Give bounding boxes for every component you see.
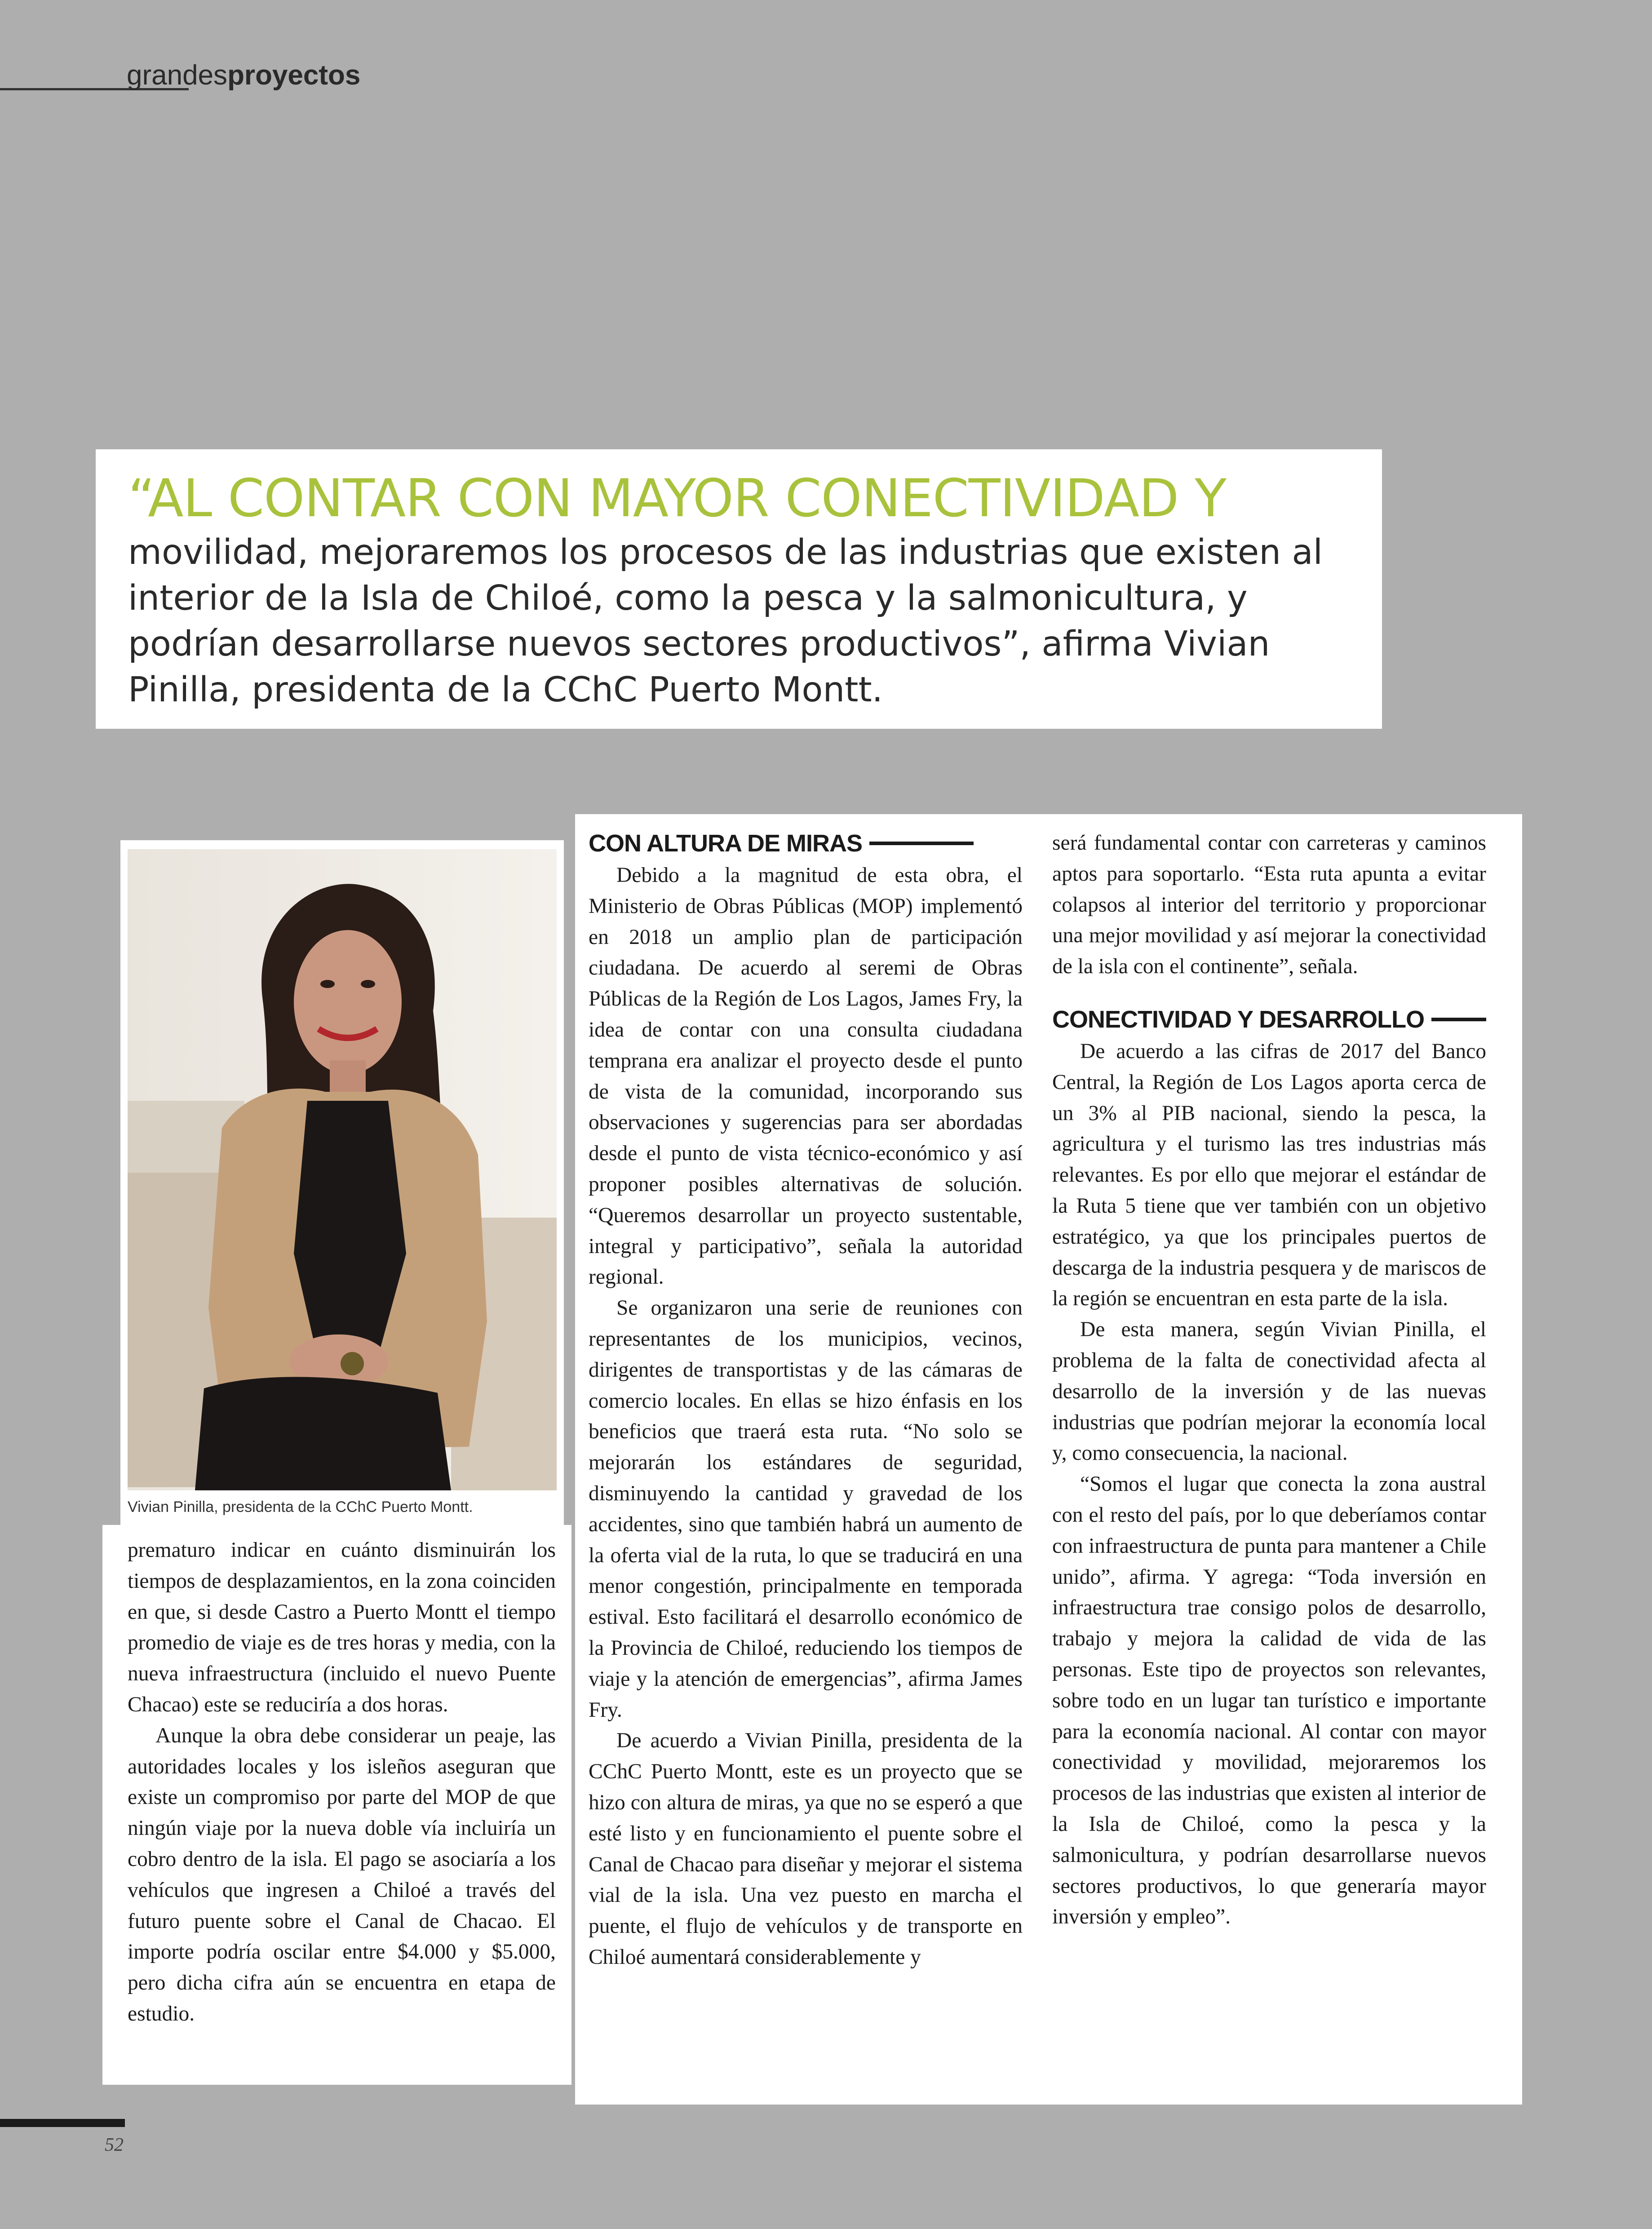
portrait-photo — [128, 849, 557, 1490]
section-heading — [589, 828, 1023, 859]
paragraph: Aunque la obra debe considerar un peaje, las autoridades locales y los isleños aseguran que existe un compromiso por parte del MOP de que ningún viaje por la nueva doble vía incluiría un cobro dentro de la isla. El pago se asociaría a los vehículos que ingresen a Chiloé a través del futuro puente sobre el Canal de Chacao. El importe podría oscilar entre $4.000 y $5.000, pero dicha cifra aún se encuentra en etapa de estudio. — [128, 1724, 556, 2025]
section-heading — [1052, 1004, 1486, 1035]
pull-quote-text: movilidad, mejoraremos los procesos de las industrias que existen al interior de la Isla de Chiloé, como la pesca y la salmonicultura, y podrían desarrollarse nuevos sectores productivos”, afirma Vivian Pinilla, presidenta de la CChC Puerto Montt. — [128, 532, 1323, 710]
pull-quote — [96, 449, 1382, 729]
pull-quote-lead: “AL CONTAR CON MAYOR CONECTIVIDAD Y — [128, 468, 1227, 529]
column-3 — [1052, 828, 1486, 1932]
heading-text: CON ALTURA DE MIRAS — [589, 830, 862, 857]
footer-bar — [0, 2119, 125, 2127]
section-header — [0, 54, 361, 94]
photo-box — [120, 840, 564, 1525]
column-2 — [589, 828, 1023, 1973]
page-number: 52 — [105, 2135, 124, 2155]
section-prefix: grandes — [127, 60, 228, 91]
section-label — [127, 59, 360, 91]
column-1 — [102, 1525, 571, 2085]
heading-rule — [869, 842, 974, 845]
heading-text: CONECTIVIDAD Y DESARROLLO — [1052, 1006, 1425, 1033]
paragraph: “Somos el lugar que conecta la zona austral con el resto del país, por lo que deberíamos contar con infraestructura de punta para mantener a Chile unido”, afirma. Y agrega: “Toda inversión en infraestructura trae consigo polos de desarrollo, trabajo y mejora la calidad de vida de las personas. Este tipo de proyectos son relevantes, sobre todo en un lugar tan turístico e importante para la economía nacional. Al contar con mayor conectividad y movilidad, mejoraremos los procesos de las industrias que existen al interior de la Isla de Chiloé, como la pesca y la salmonicultura, y podrían desarrollarse nuevos sectores productivos, lo que generaría mayor inversión y empleo”. — [1052, 1472, 1486, 1929]
section-bold: proyectos — [227, 60, 361, 91]
heading-rule — [1431, 1018, 1486, 1021]
paragraph: De acuerdo a las cifras de 2017 del Banco Central, la Región de Los Lagos aporta cerca de un 3% al PIB nacional, siendo la pesca, la agricultura y el turismo las tres industrias más relevantes. Es por ello que mejorar el estándar de la Ruta 5 tiene que ver también con un objetivo estratégico, ya que los principales puertos de descarga de la industria pesquera y de mariscos de la región se encuentran en esta parte de la isla. — [1052, 1039, 1486, 1311]
paragraph: De esta manera, según Vivian Pinilla, el problema de la falta de conectividad afecta al desarrollo de la inversión y de las nuevas industrias que podrían mejorar la economía local y, como consecuencia, la nacional. — [1052, 1318, 1486, 1465]
paragraph: Debido a la magnitud de esta obra, el Ministerio de Obras Públicas (MOP) implementó en 2018 un amplio plan de participación ciudadana. De acuerdo al seremi de Obras Públicas de la Región de Los Lagos, James Fry, la idea de contar con una consulta ciudadana temprana era analizar el proyecto desde el punto de vista de la comunidad, incorporando sus observaciones y sugerencias para ser abordadas desde el punto de vista técnico-económico y así proponer posibles alternativas de solución. “Queremos desarrollar un proyecto sustentable, integral y participativo”, señala la autoridad regional. — [589, 864, 1023, 1289]
photo-caption: Vivian Pinilla, presidenta de la CChC Puerto Montt. — [128, 1498, 473, 1516]
paragraph: prematuro indicar en cuánto disminuirán los tiempos de desplazamientos, en la zona coinciden en que, si desde Castro a Puerto Montt el tiempo promedio de viaje es de tres horas y media, con la nueva infraestructura (incluido el nuevo Puente Chacao) este se reduciría a dos horas. — [128, 1538, 556, 1716]
article-columns — [575, 814, 1522, 2105]
paragraph: De acuerdo a Vivian Pinilla, presidenta de la CChC Puerto Montt, este es un proyecto que se hizo con altura de miras, ya que no se esperó a que esté listo y en funcionamiento el puente sobre el Canal de Chacao para diseñar y mejorar el sistema vial de la isla. Una vez puesto en marcha el puente, el flujo de vehículos y de transporte en Chiloé aumentará considerablemente y — [589, 1729, 1023, 1969]
paragraph: Se organizaron una serie de reuniones con representantes de los municipios, vecinos, dirigentes de transportistas y de las cámaras de comercio locales. En ellas se hizo énfasis en los beneficios que traerá esta ruta. “No solo se mejorarán los estándares de seguridad, disminuyendo la cantidad y gravedad de los accidentes, sino que también habrá un aumento de la oferta vial de la ruta, lo que se traducirá en una menor congestión, principalmente en temporada estival. Esto facilitará el desarrollo económico de la Provincia de Chiloé, reduciendo los tiempos de viaje y la atención de emergencias”, afirma James Fry. — [589, 1296, 1023, 1722]
paragraph: será fundamental contar con carreteras y caminos aptos para soportarlo. “Esta ruta apunta a evitar colapsos al interior del territorio y proporcionar una mejor movilidad y así mejorar la conectividad de la isla con el continente”, señala. — [1052, 831, 1486, 979]
portrait-illustration — [128, 849, 557, 1490]
